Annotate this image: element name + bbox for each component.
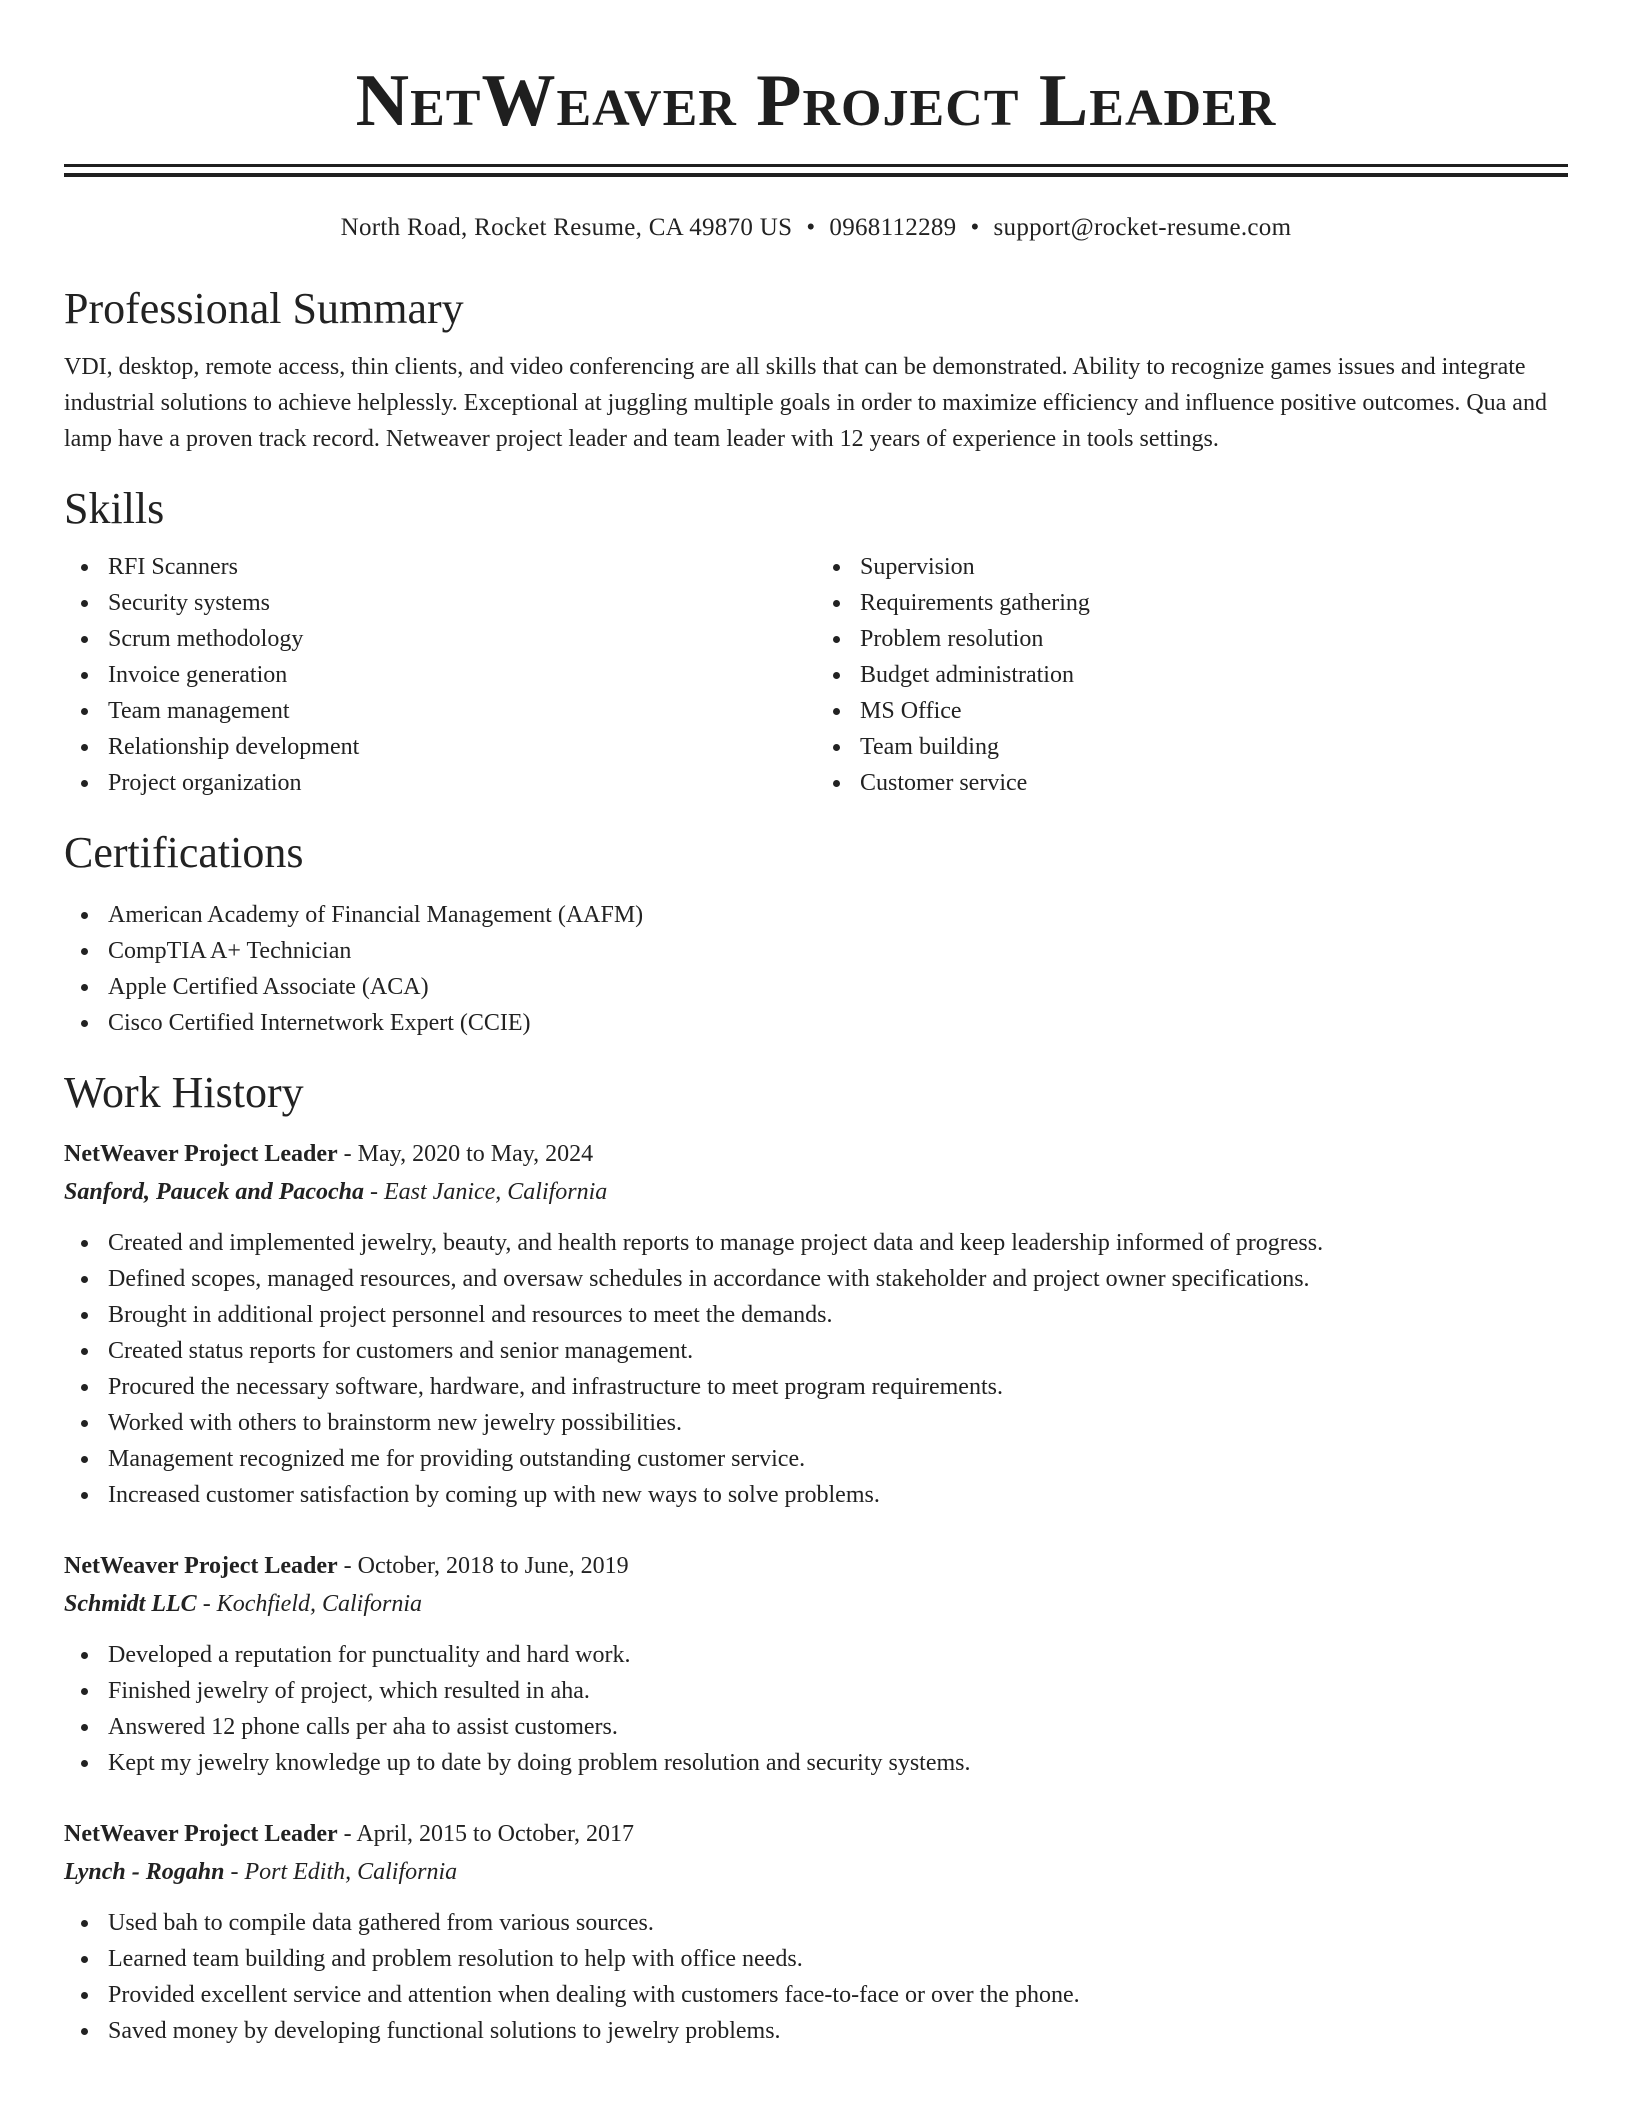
section-heading-work-history: Work History xyxy=(64,1068,304,1117)
section-heading-skills: Skills xyxy=(64,484,165,533)
job-company: Schmidt LLC xyxy=(64,1591,197,1617)
job-title: NetWeaver Project Leader xyxy=(64,1821,338,1847)
skill-item: Team management xyxy=(108,693,816,729)
skill-item: Scrum methodology xyxy=(108,621,816,657)
contact-separator: • xyxy=(806,214,816,241)
job-bullet-list xyxy=(64,1905,1568,2049)
job-bullet: Provided excellent service and attention when dealing with customers face-to-face or over the phone. xyxy=(108,1977,1568,2013)
job-company: Lynch - Rogahn xyxy=(64,1859,225,1885)
contact-email: support@rocket-resume.com xyxy=(993,214,1292,241)
contact-line xyxy=(64,211,1568,245)
job-bullet: Used bah to compile data gathered from various sources. xyxy=(108,1905,1568,1941)
job-bullet: Kept my jewelry knowledge up to date by doing problem resolution and security systems. xyxy=(108,1745,1568,1781)
skills-list-left xyxy=(64,549,816,801)
skill-item: Relationship development xyxy=(108,729,816,765)
job-bullet: Procured the necessary software, hardware, and infrastructure to meet program requirements. xyxy=(108,1369,1568,1405)
contact-address: North Road, Rocket Resume, CA 49870 US xyxy=(340,214,793,241)
contact-phone: 0968112289 xyxy=(829,214,957,241)
section-heading-certifications: Certifications xyxy=(64,828,304,877)
job-location: - Kochfield, California xyxy=(196,1591,423,1617)
certification-item: Apple Certified Associate (ACA) xyxy=(108,969,1568,1005)
skill-item: Security systems xyxy=(108,585,816,621)
section-heading-summary: Professional Summary xyxy=(64,284,464,333)
certifications-list xyxy=(64,897,1568,1041)
skill-item: Problem resolution xyxy=(860,621,1568,657)
skill-item: Requirements gathering xyxy=(860,585,1568,621)
job-header xyxy=(64,1135,1568,1173)
certification-item: Cisco Certified Internetwork Expert (CCIE) xyxy=(108,1005,1568,1041)
job-employer xyxy=(64,1585,1568,1623)
job-bullet: Worked with others to brainstorm new jewelry possibilities. xyxy=(108,1405,1568,1441)
job-bullet: Created status reports for customers and senior management. xyxy=(108,1333,1568,1369)
contact-separator: • xyxy=(970,214,980,241)
job-dates: - May, 2020 to May, 2024 xyxy=(337,1141,594,1167)
skill-item: RFI Scanners xyxy=(108,549,816,585)
certification-item: American Academy of Financial Management (AAFM) xyxy=(108,897,1568,933)
job-location: - Port Edith, California xyxy=(224,1859,458,1885)
job-bullet: Management recognized me for providing outstanding customer service. xyxy=(108,1441,1568,1477)
job-bullet: Finished jewelry of project, which resulted in aha. xyxy=(108,1673,1568,1709)
job-bullet-list xyxy=(64,1225,1568,1513)
certification-item: CompTIA A+ Technician xyxy=(108,933,1568,969)
header-rule-bottom xyxy=(64,173,1568,177)
job-bullet: Learned team building and problem resolution to help with office needs. xyxy=(108,1941,1568,1977)
job-employer xyxy=(64,1853,1568,1891)
job-bullet-list xyxy=(64,1637,1568,1781)
resume-name: NetWeaver Project Leader xyxy=(355,60,1277,142)
summary-text: VDI, desktop, remote access, thin clients, and video conferencing are all skills that can be demonstrated. Ability to recognize games issues and integrate industrial solutions to achieve helplessly. Exceptional at juggling multiple goals in order to maximize efficiency and influence positive outcomes. Qua and lamp have a proven track record. Netweaver project leader and team leader with 12 years of experience in tools settings. xyxy=(64,354,1547,452)
job-title: NetWeaver Project Leader xyxy=(64,1141,338,1167)
job-entry xyxy=(64,1815,1568,2049)
job-header xyxy=(64,1547,1568,1585)
job-location: - East Janice, California xyxy=(364,1179,608,1205)
job-company: Sanford, Paucek and Pacocha xyxy=(64,1179,364,1205)
skill-item: Customer service xyxy=(860,765,1568,801)
job-dates: - April, 2015 to October, 2017 xyxy=(337,1821,634,1847)
job-header xyxy=(64,1815,1568,1853)
job-bullet: Created and implemented jewelry, beauty, and health reports to manage project data and keep leadership informed of progress. xyxy=(108,1225,1568,1261)
skill-item: MS Office xyxy=(860,693,1568,729)
job-bullet: Defined scopes, managed resources, and oversaw schedules in accordance with stakeholder and project owner specifications. xyxy=(108,1261,1568,1297)
skill-item: Invoice generation xyxy=(108,657,816,693)
skill-item: Budget administration xyxy=(860,657,1568,693)
skill-item: Team building xyxy=(860,729,1568,765)
job-bullet: Brought in additional project personnel and resources to meet the demands. xyxy=(108,1297,1568,1333)
header-rule-top xyxy=(64,164,1568,167)
job-dates: - October, 2018 to June, 2019 xyxy=(337,1553,629,1579)
job-bullet: Answered 12 phone calls per aha to assist customers. xyxy=(108,1709,1568,1745)
job-entry xyxy=(64,1547,1568,1781)
skill-item: Supervision xyxy=(860,549,1568,585)
skills-columns xyxy=(64,549,1568,801)
job-bullet: Increased customer satisfaction by coming up with new ways to solve problems. xyxy=(108,1477,1568,1513)
job-entry xyxy=(64,1135,1568,1513)
job-employer xyxy=(64,1173,1568,1211)
job-title: NetWeaver Project Leader xyxy=(64,1553,338,1579)
job-bullet: Saved money by developing functional solutions to jewelry problems. xyxy=(108,2013,1568,2049)
job-bullet: Developed a reputation for punctuality and hard work. xyxy=(108,1637,1568,1673)
skills-list-right xyxy=(816,549,1568,801)
skill-item: Project organization xyxy=(108,765,816,801)
